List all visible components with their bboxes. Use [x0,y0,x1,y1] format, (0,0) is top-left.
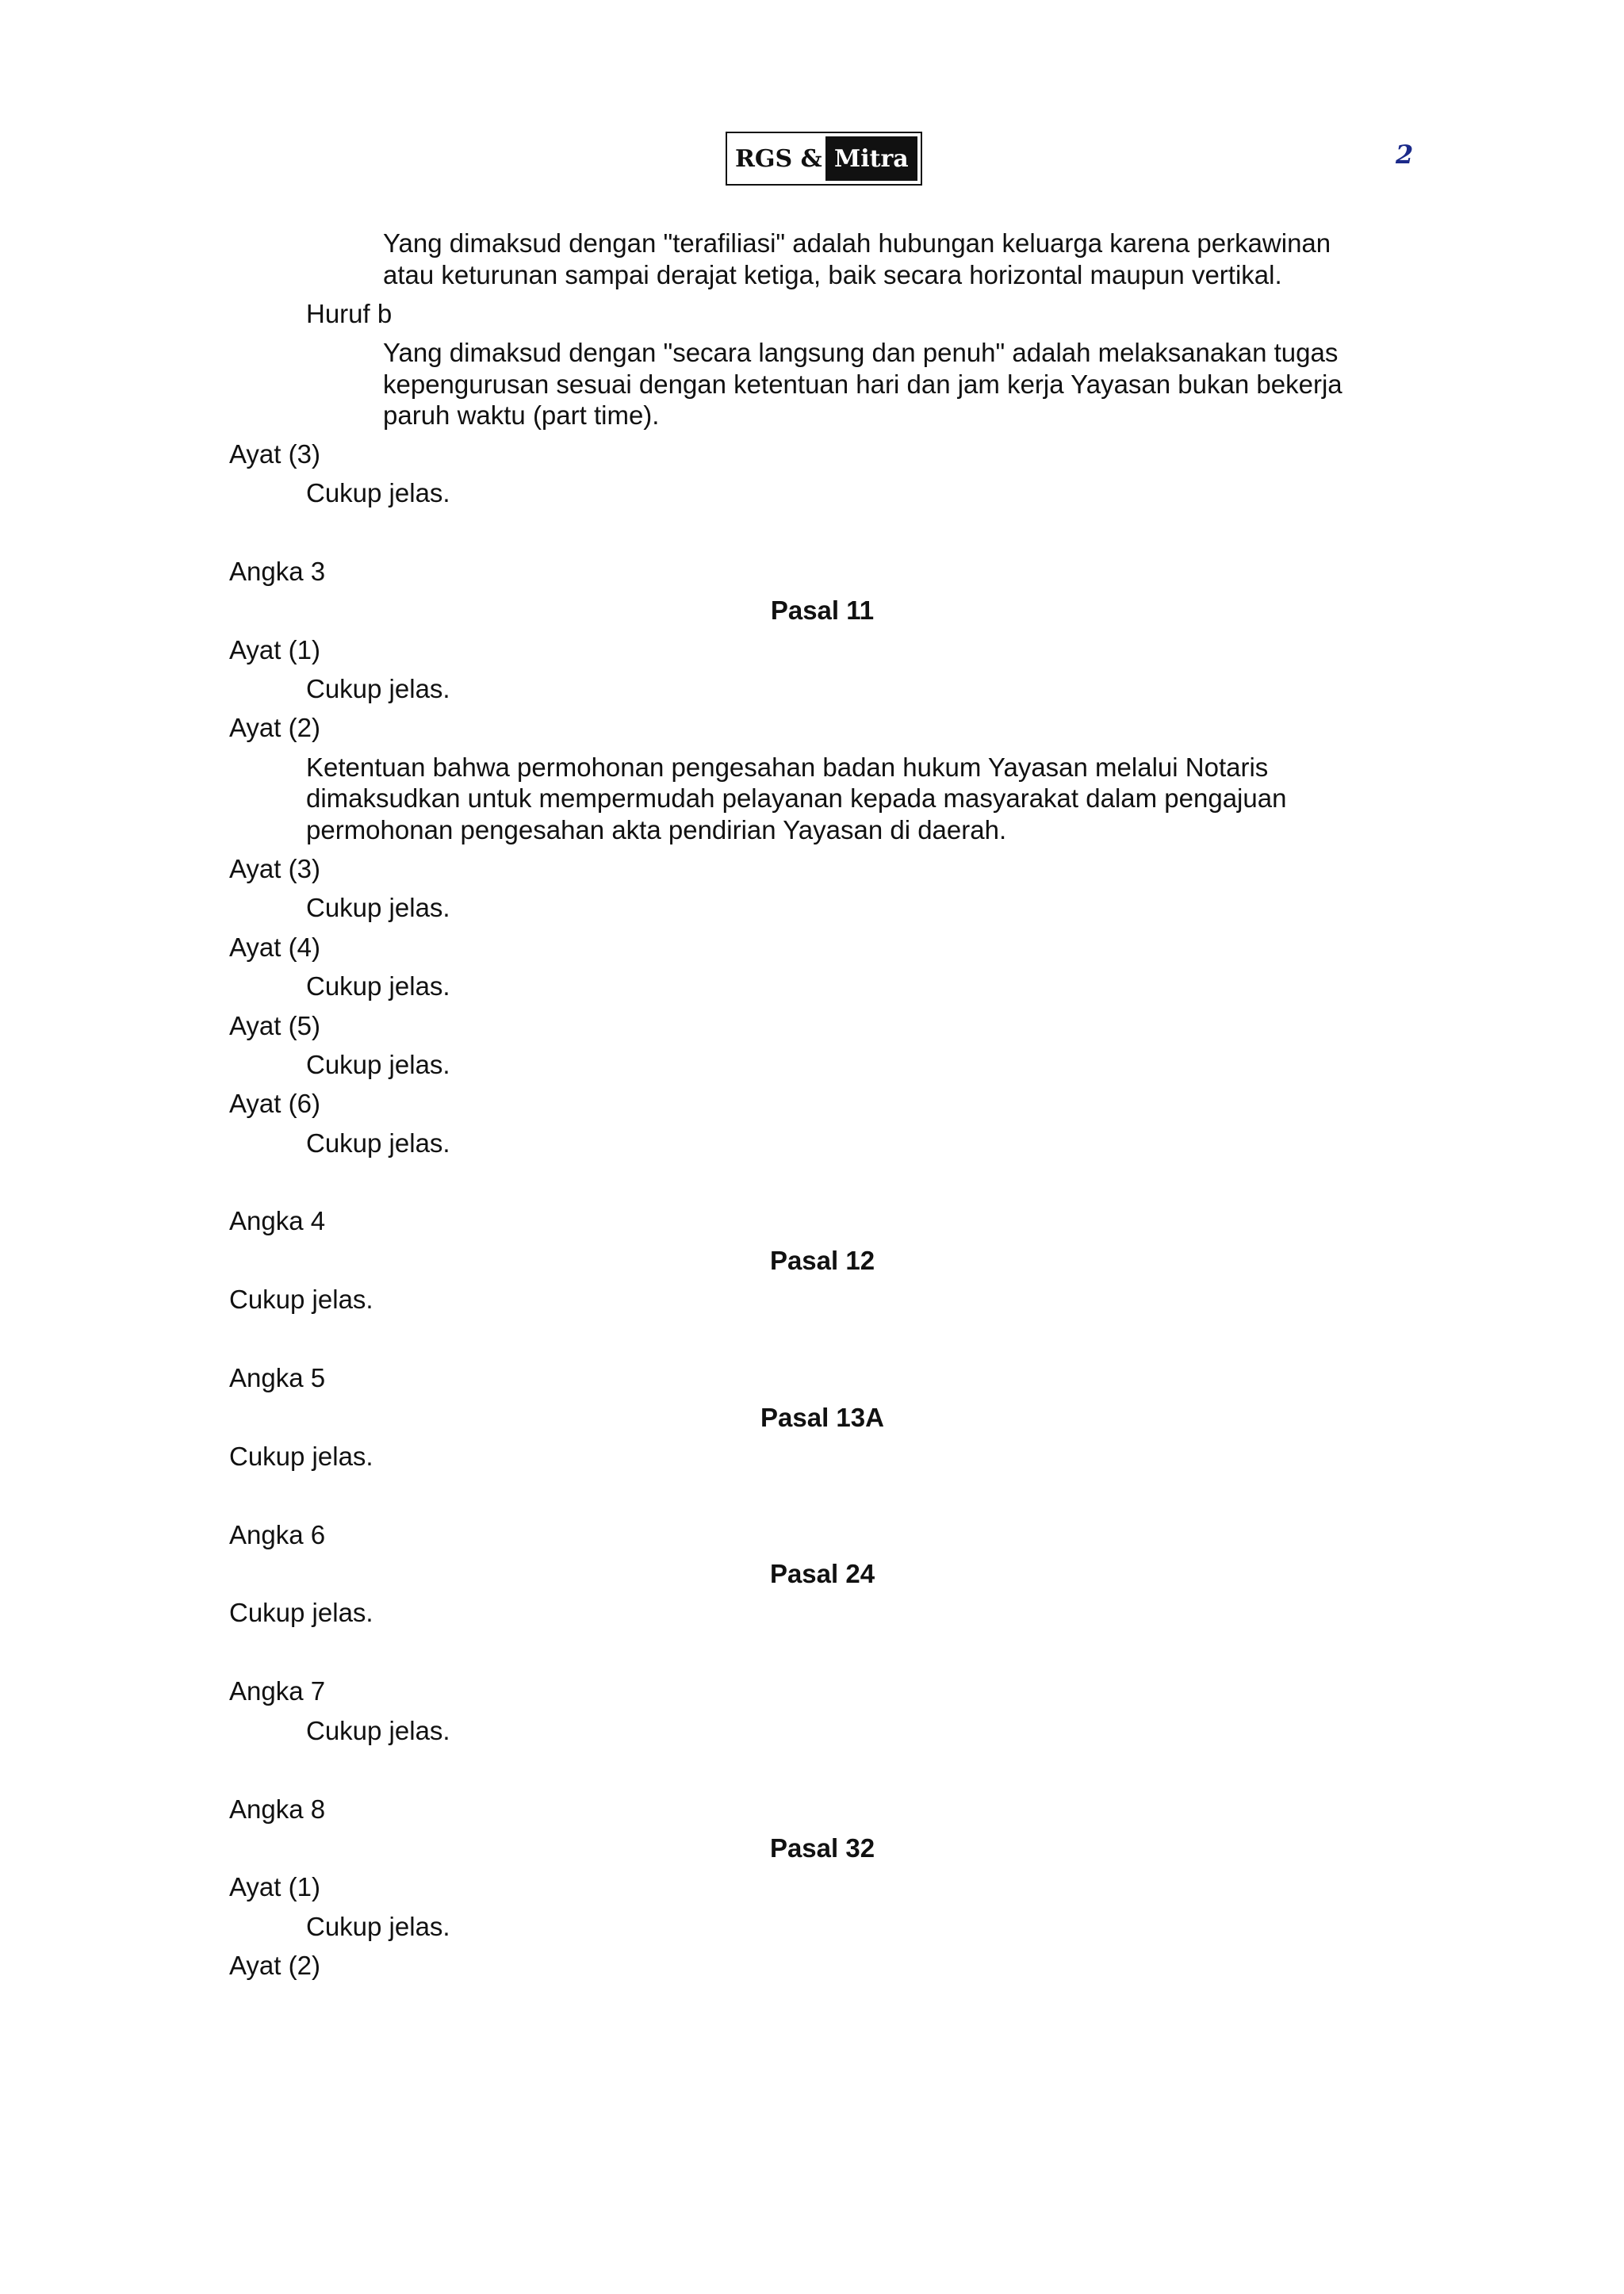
paragraph-line: kepengurusan sesuai dengan ketentuan hari dan jam kerja Yayasan bukan bekerja [383,370,1342,399]
item-heading: Huruf b [306,299,393,328]
ayat-heading: Ayat (2) [229,713,320,742]
paragraph-line: paruh waktu (part time). [383,400,660,430]
ayat-heading: Ayat (1) [229,635,320,664]
pasal-title: Pasal 11 [770,596,875,625]
rgs-mitra-logo [726,132,922,186]
paragraph-line: Cukup jelas. [306,971,450,1001]
pasal-title: Pasal 13A [760,1403,884,1432]
ayat-heading: Ayat (3) [229,854,320,883]
paragraph-line: Cukup jelas. [306,1912,450,1941]
paragraph-line: Ketentuan bahwa permohonan pengesahan badan hukum Yayasan melalui Notaris [306,753,1269,782]
angka-heading: Angka 7 [229,1676,326,1706]
paragraph-line: Cukup jelas. [306,1128,450,1158]
paragraph-line: Cukup jelas. [306,1716,450,1745]
angka-heading: Angka 8 [229,1794,326,1824]
paragraph-line: Cukup jelas. [306,1050,450,1079]
paragraph-line: Cukup jelas. [229,1285,373,1314]
pasal-title: Pasal 32 [769,1833,875,1863]
angka-heading: Angka 5 [229,1363,326,1392]
paragraph-line: Yang dimaksud dengan "terafiliasi" adalah hubungan keluarga karena perkawinan [383,228,1331,258]
paragraph-line: Cukup jelas. [229,1442,373,1471]
paragraph-line: Cukup jelas. [306,674,450,703]
paragraph-line: dimaksudkan untuk mempermudah pelayanan kepada masyarakat dalam pengajuan [306,783,1287,813]
ayat-heading: Ayat (5) [229,1011,320,1040]
paragraph-line: Cukup jelas. [306,893,450,922]
pasal-title: Pasal 24 [769,1559,875,1588]
page-number: 2 [1396,140,1414,170]
ayat-heading: Ayat (3) [229,439,320,469]
angka-heading: Angka 6 [229,1520,326,1549]
pasal-title: Pasal 12 [769,1246,875,1275]
ayat-heading: Ayat (6) [229,1089,320,1118]
angka-heading: Angka 4 [229,1206,326,1235]
ayat-heading: Ayat (2) [229,1951,320,1980]
paragraph-line: atau keturunan sampai derajat ketiga, baik secara horizontal maupun vertikal. [383,260,1282,289]
logo-left-text: RGS & [735,144,822,173]
ayat-heading: Ayat (4) [229,933,320,962]
logo-right-text: Mitra [825,136,917,181]
paragraph-line: Yang dimaksud dengan "secara langsung dan penuh" adalah melaksanakan tugas [383,338,1339,367]
ayat-heading: Ayat (1) [229,1872,320,1901]
paragraph-line: permohonan pengesahan akta pendirian Yayasan di daerah. [306,815,1007,844]
angka-heading: Angka 3 [229,557,326,586]
paragraph-line: Cukup jelas. [229,1598,373,1627]
paragraph-line: Cukup jelas. [306,478,450,507]
